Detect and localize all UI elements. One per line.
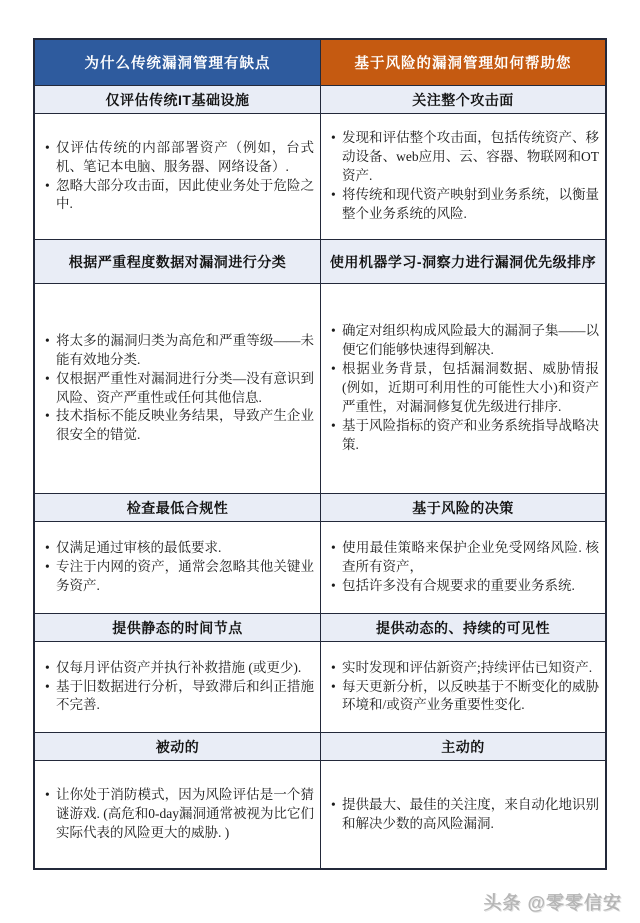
section-5-right-cell [320, 760, 605, 868]
header-risk-based-vm: 基于风险的漏洞管理如何帮助您 [320, 40, 605, 85]
section-3-left-cell [35, 521, 320, 613]
bullet-item: • 确定对组织构成风险最大的漏洞子集——以便它们能够快速得到解决. [329, 322, 599, 360]
bullet-item: • 将传统和现代资产映射到业务系统，以衡量整个业务系统的风险. [329, 186, 599, 224]
section-3-right-cell [320, 521, 605, 613]
watermark: 头条 @零零信安 [483, 893, 622, 913]
section-1-right-title: 关注整个攻击面 [320, 85, 605, 113]
bullet-item: • 根据业务背景，包括漏洞数据、威胁情报(例如，近期可利用性的可能性大小)和资产严重性，对漏洞修复优先级进行排序. [329, 360, 599, 417]
bullet-list [329, 796, 599, 834]
bullet-item: • 让你处于消防模式，因为风险评估是一个猜谜游戏. (高危和0-day漏洞通常被视为比它们实际代表的风险更大的威胁. ) [43, 786, 314, 843]
section-2-left-title: 根据严重程度数据对漏洞进行分类 [35, 239, 320, 283]
section-5-left-cell [35, 760, 320, 868]
section-3-content-row [35, 521, 605, 613]
bullet-list [43, 139, 314, 215]
bullet-item: • 仅每月评估资产并执行补救措施 (或更少). [43, 659, 314, 678]
section-3-right-title: 基于风险的决策 [320, 493, 605, 521]
bullet-item: • 忽略大部分攻击面，因此使业务处于危险之中. [43, 177, 314, 215]
bullet-list [43, 539, 314, 596]
section-1-left-title: 仅评估传统IT基础设施 [35, 85, 320, 113]
bullet-item: • 使用最佳策略来保护企业免受网络风险. 核查所有资产， [329, 539, 599, 577]
bullet-item: • 基于风险指标的资产和业务系统指导战略决策. [329, 417, 599, 455]
section-4-left-title: 提供静态的时间节点 [35, 613, 320, 641]
section-1-content-row [35, 113, 605, 239]
bullet-item: • 实时发现和评估新资产;持续评估已知资产. [329, 659, 599, 678]
section-2-right-cell [320, 283, 605, 493]
section-1-left-cell [35, 113, 320, 239]
bullet-list [329, 659, 599, 716]
bullet-item: • 发现和评估整个攻击面，包括传统资产、移动设备、web应用、云、容器、物联网和OT资产. [329, 129, 599, 186]
section-2-content-row [35, 283, 605, 493]
section-2-right-title: 使用机器学习-洞察力进行漏洞优先级排序 [320, 239, 605, 283]
section-2-left-cell [35, 283, 320, 493]
bullet-item: • 仅根据严重性对漏洞进行分类—没有意识到风险、资产严重性或任何其他信息. [43, 370, 314, 408]
section-1-title-row [35, 85, 605, 113]
bullet-item: • 每天更新分析，以反映基于不断变化的威胁环境和/或资产业务重要性变化. [329, 678, 599, 716]
bullet-item: • 包括许多没有合规要求的重要业务系统. [329, 577, 599, 596]
section-4-right-cell [320, 641, 605, 732]
bullet-list [43, 332, 314, 445]
bullet-item: • 提供最大、最佳的关注度，来自动化地识别和解决少数的高风险漏洞. [329, 796, 599, 834]
bullet-item: • 基于旧数据进行分析，导致滞后和纠正措施不完善. [43, 678, 314, 716]
section-4-left-cell [35, 641, 320, 732]
section-2-title-row [35, 239, 605, 283]
section-5-right-title: 主动的 [320, 732, 605, 760]
bullet-list [43, 659, 314, 716]
bullet-item: • 将太多的漏洞归类为高危和严重等级——未能有效地分类. [43, 332, 314, 370]
table-header-row [35, 40, 605, 85]
section-5-left-title: 被动的 [35, 732, 320, 760]
bullet-list [329, 322, 599, 454]
section-4-title-row [35, 613, 605, 641]
section-4-content-row [35, 641, 605, 732]
section-3-title-row [35, 493, 605, 521]
bullet-list [329, 539, 599, 596]
section-4-right-title: 提供动态的、持续的可见性 [320, 613, 605, 641]
header-traditional-vm: 为什么传统漏洞管理有缺点 [35, 40, 320, 85]
bullet-item: • 技术指标不能反映业务结果，导致产生企业很安全的错觉. [43, 407, 314, 445]
section-1-right-cell [320, 113, 605, 239]
section-5-title-row [35, 732, 605, 760]
bullet-item: • 仅满足通过审核的最低要求. [43, 539, 314, 558]
comparison-table [33, 38, 607, 870]
bullet-item: • 仅评估传统的内部部署资产（例如，台式机、笔记本电脑、服务器、网络设备）. [43, 139, 314, 177]
section-5-content-row [35, 760, 605, 868]
bullet-list [329, 129, 599, 223]
bullet-list [43, 786, 314, 843]
section-3-left-title: 检查最低合规性 [35, 493, 320, 521]
bullet-item: • 专注于内网的资产，通常会忽略其他关键业务资产. [43, 558, 314, 596]
